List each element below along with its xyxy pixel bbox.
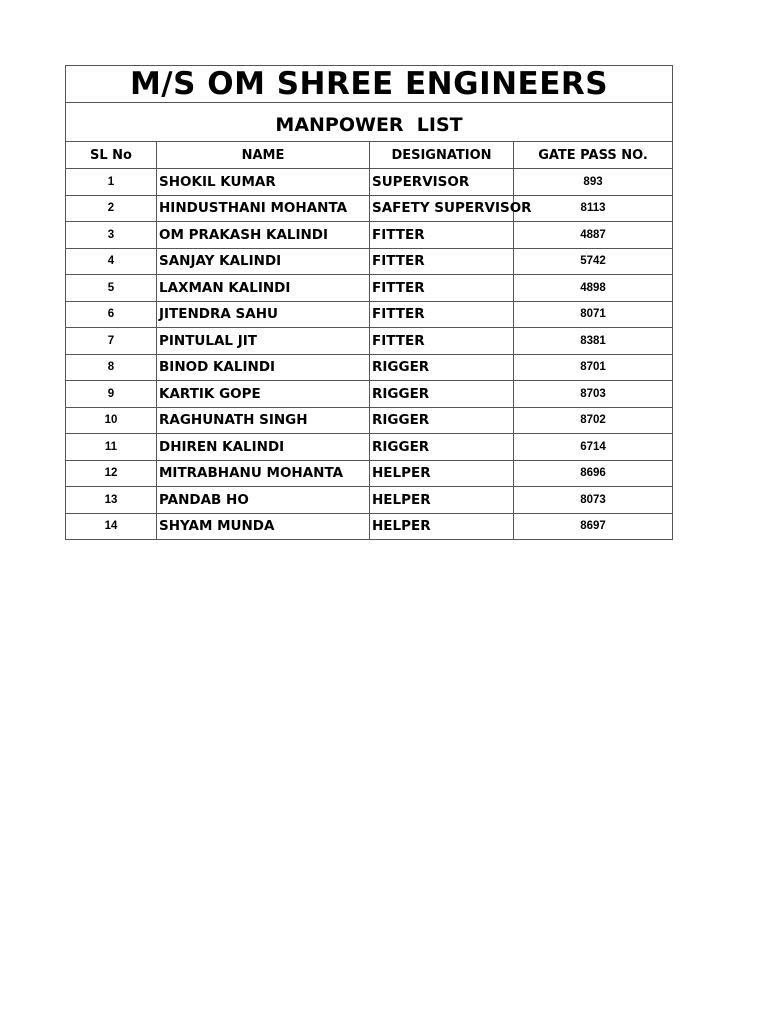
header-row [66, 142, 673, 169]
designation-cell: FITTER [370, 248, 514, 275]
gate-pass-cell: 8696 [514, 460, 673, 487]
table-row [66, 248, 673, 275]
table-row [66, 381, 673, 408]
subtitle-row [66, 103, 673, 142]
table-row [66, 434, 673, 461]
designation-cell: SAFETY SUPERVISOR [370, 195, 514, 222]
header-name: NAME [157, 142, 370, 169]
gate-pass-cell: 8381 [514, 328, 673, 355]
sl-no-cell: 9 [66, 381, 157, 408]
name-cell: LAXMAN KALINDI [157, 275, 370, 302]
sl-no-cell: 1 [66, 169, 157, 196]
table-row [66, 487, 673, 514]
manpower-table [65, 65, 673, 540]
company-title: M/S OM SHREE ENGINEERS [66, 66, 673, 103]
sl-no-cell: 10 [66, 407, 157, 434]
table-row [66, 407, 673, 434]
gate-pass-cell: 4887 [514, 222, 673, 249]
sl-no-cell: 11 [66, 434, 157, 461]
list-title: MANPOWER LIST [66, 103, 673, 142]
designation-cell: RIGGER [370, 407, 514, 434]
name-cell: PANDAB HO [157, 487, 370, 514]
table-row [66, 195, 673, 222]
name-cell: DHIREN KALINDI [157, 434, 370, 461]
sl-no-cell: 8 [66, 354, 157, 381]
header-designation: DESIGNATION [370, 142, 514, 169]
table-row [66, 301, 673, 328]
header-gate-pass: GATE PASS NO. [514, 142, 673, 169]
designation-cell: FITTER [370, 222, 514, 249]
header-sl-no: SL No [66, 142, 157, 169]
table-row [66, 354, 673, 381]
sl-no-cell: 4 [66, 248, 157, 275]
sl-no-cell: 2 [66, 195, 157, 222]
sl-no-cell: 3 [66, 222, 157, 249]
designation-cell: HELPER [370, 460, 514, 487]
name-cell: PINTULAL JIT [157, 328, 370, 355]
name-cell: KARTIK GOPE [157, 381, 370, 408]
table-row [66, 460, 673, 487]
designation-cell: FITTER [370, 301, 514, 328]
name-cell: SHYAM MUNDA [157, 513, 370, 540]
name-cell: JITENDRA SAHU [157, 301, 370, 328]
sl-no-cell: 6 [66, 301, 157, 328]
sl-no-cell: 13 [66, 487, 157, 514]
gate-pass-cell: 6714 [514, 434, 673, 461]
designation-cell: RIGGER [370, 434, 514, 461]
table-row [66, 169, 673, 196]
designation-cell: SUPERVISOR [370, 169, 514, 196]
title-row [66, 66, 673, 103]
name-cell: HINDUSTHANI MOHANTA [157, 195, 370, 222]
sl-no-cell: 14 [66, 513, 157, 540]
gate-pass-cell: 893 [514, 169, 673, 196]
table-row [66, 222, 673, 249]
name-cell: BINOD KALINDI [157, 354, 370, 381]
sl-no-cell: 5 [66, 275, 157, 302]
gate-pass-cell: 8071 [514, 301, 673, 328]
table-row [66, 513, 673, 540]
name-cell: RAGHUNATH SINGH [157, 407, 370, 434]
name-cell: OM PRAKASH KALINDI [157, 222, 370, 249]
gate-pass-cell: 8113 [514, 195, 673, 222]
name-cell: MITRABHANU MOHANTA [157, 460, 370, 487]
designation-cell: FITTER [370, 328, 514, 355]
designation-cell: RIGGER [370, 354, 514, 381]
gate-pass-cell: 4898 [514, 275, 673, 302]
table-row [66, 275, 673, 302]
name-cell: SANJAY KALINDI [157, 248, 370, 275]
gate-pass-cell: 5742 [514, 248, 673, 275]
gate-pass-cell: 8702 [514, 407, 673, 434]
sl-no-cell: 7 [66, 328, 157, 355]
designation-cell: RIGGER [370, 381, 514, 408]
designation-cell: FITTER [370, 275, 514, 302]
gate-pass-cell: 8073 [514, 487, 673, 514]
designation-cell: HELPER [370, 513, 514, 540]
designation-cell: HELPER [370, 487, 514, 514]
table-row [66, 328, 673, 355]
gate-pass-cell: 8703 [514, 381, 673, 408]
gate-pass-cell: 8697 [514, 513, 673, 540]
gate-pass-cell: 8701 [514, 354, 673, 381]
sl-no-cell: 12 [66, 460, 157, 487]
name-cell: SHOKIL KUMAR [157, 169, 370, 196]
